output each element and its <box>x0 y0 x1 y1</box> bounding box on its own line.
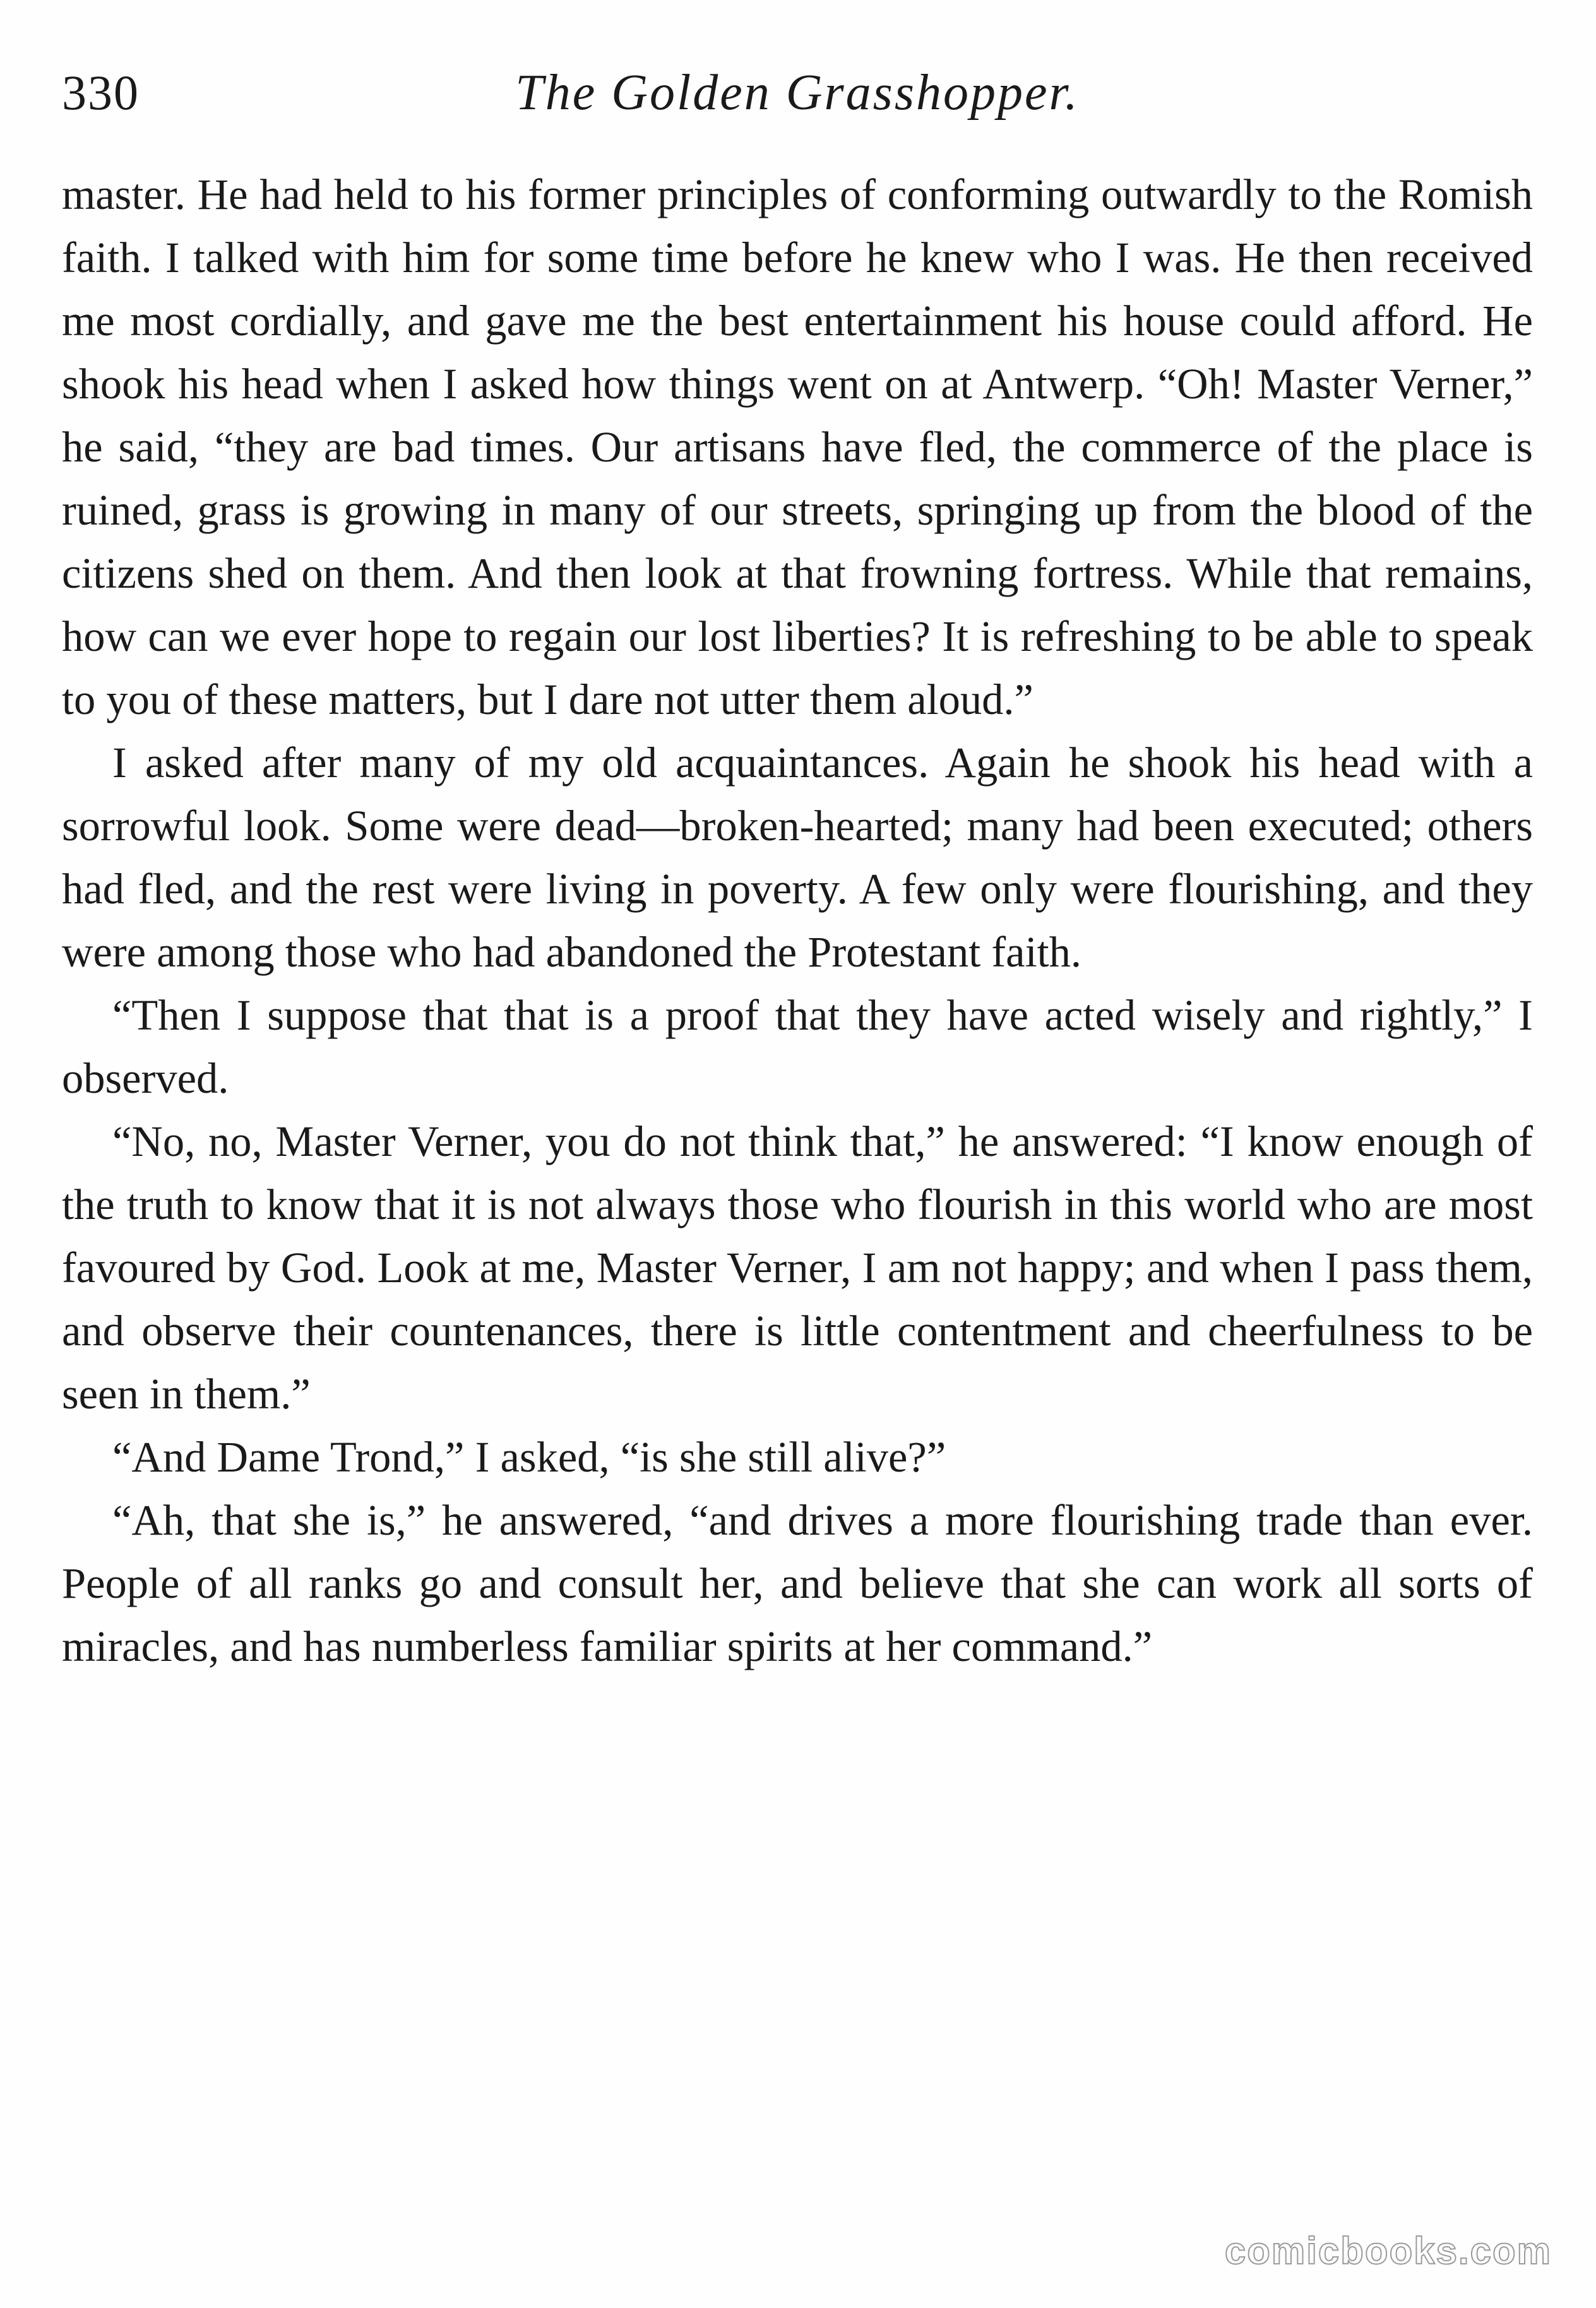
body-text <box>62 163 1533 1678</box>
paragraph: “Ah, that she is,” he answered, “and drives a more flourishing trade than ever. People of all ranks go and consult her, and believe that she can work all sorts of miracles, and has numberless familiar spirits at her command.” <box>62 1496 1533 1670</box>
page-footer <box>1225 2229 1552 2273</box>
paragraph: “Then I suppose that that is a proof that they have acted wisely and rightly,” I observed. <box>62 991 1533 1102</box>
running-title: The Golden Grasshopper. <box>515 65 1080 121</box>
paragraph: I asked after many of my old acquaintances. Again he shook his head with a sorrowful look. Some were dead—broken-hearted; many had been executed; others had fled, and the rest were living in poverty. A few only were flourishing, and they were among those who had abandoned the Protestant faith. <box>62 739 1533 976</box>
watermark: comicbooks.com <box>1224 2230 1552 2272</box>
page-header <box>62 58 1533 128</box>
paragraph-continued: master. He had held to his former principles of conforming outwardly to the Romish faith. I talked with him for some time before he knew who I was. He then received me most cordially, and gave me the best entertainment his house could afford. He shook his head when I asked how things went on at Antwerp. “Oh! Master Verner,” he said, “they are bad times. Our artisans have fled, the commerce of the place is ruined, grass is growing in many of our streets, springing up from the blood of the citizens shed on them. And then look at that frowning fortress. While that remains, how can we ever hope to regain our lost liberties? It is refreshing to be able to speak to you of these matters, but I dare not utter them aloud.” <box>62 170 1533 723</box>
page-number: 330 <box>62 65 140 120</box>
paragraph: “And Dame Trond,” I asked, “is she still alive?” <box>112 1433 946 1481</box>
paragraph: “No, no, Master Verner, you do not think that,” he answered: “I know enough of the truth to know that it is not always those who flourish in this world who are most favoured by God. Look at me, Master Verner, I am not happy; and when I pass them, and observe their countenances, there is little contentment and cheerfulness to be seen in them.” <box>62 1117 1533 1418</box>
